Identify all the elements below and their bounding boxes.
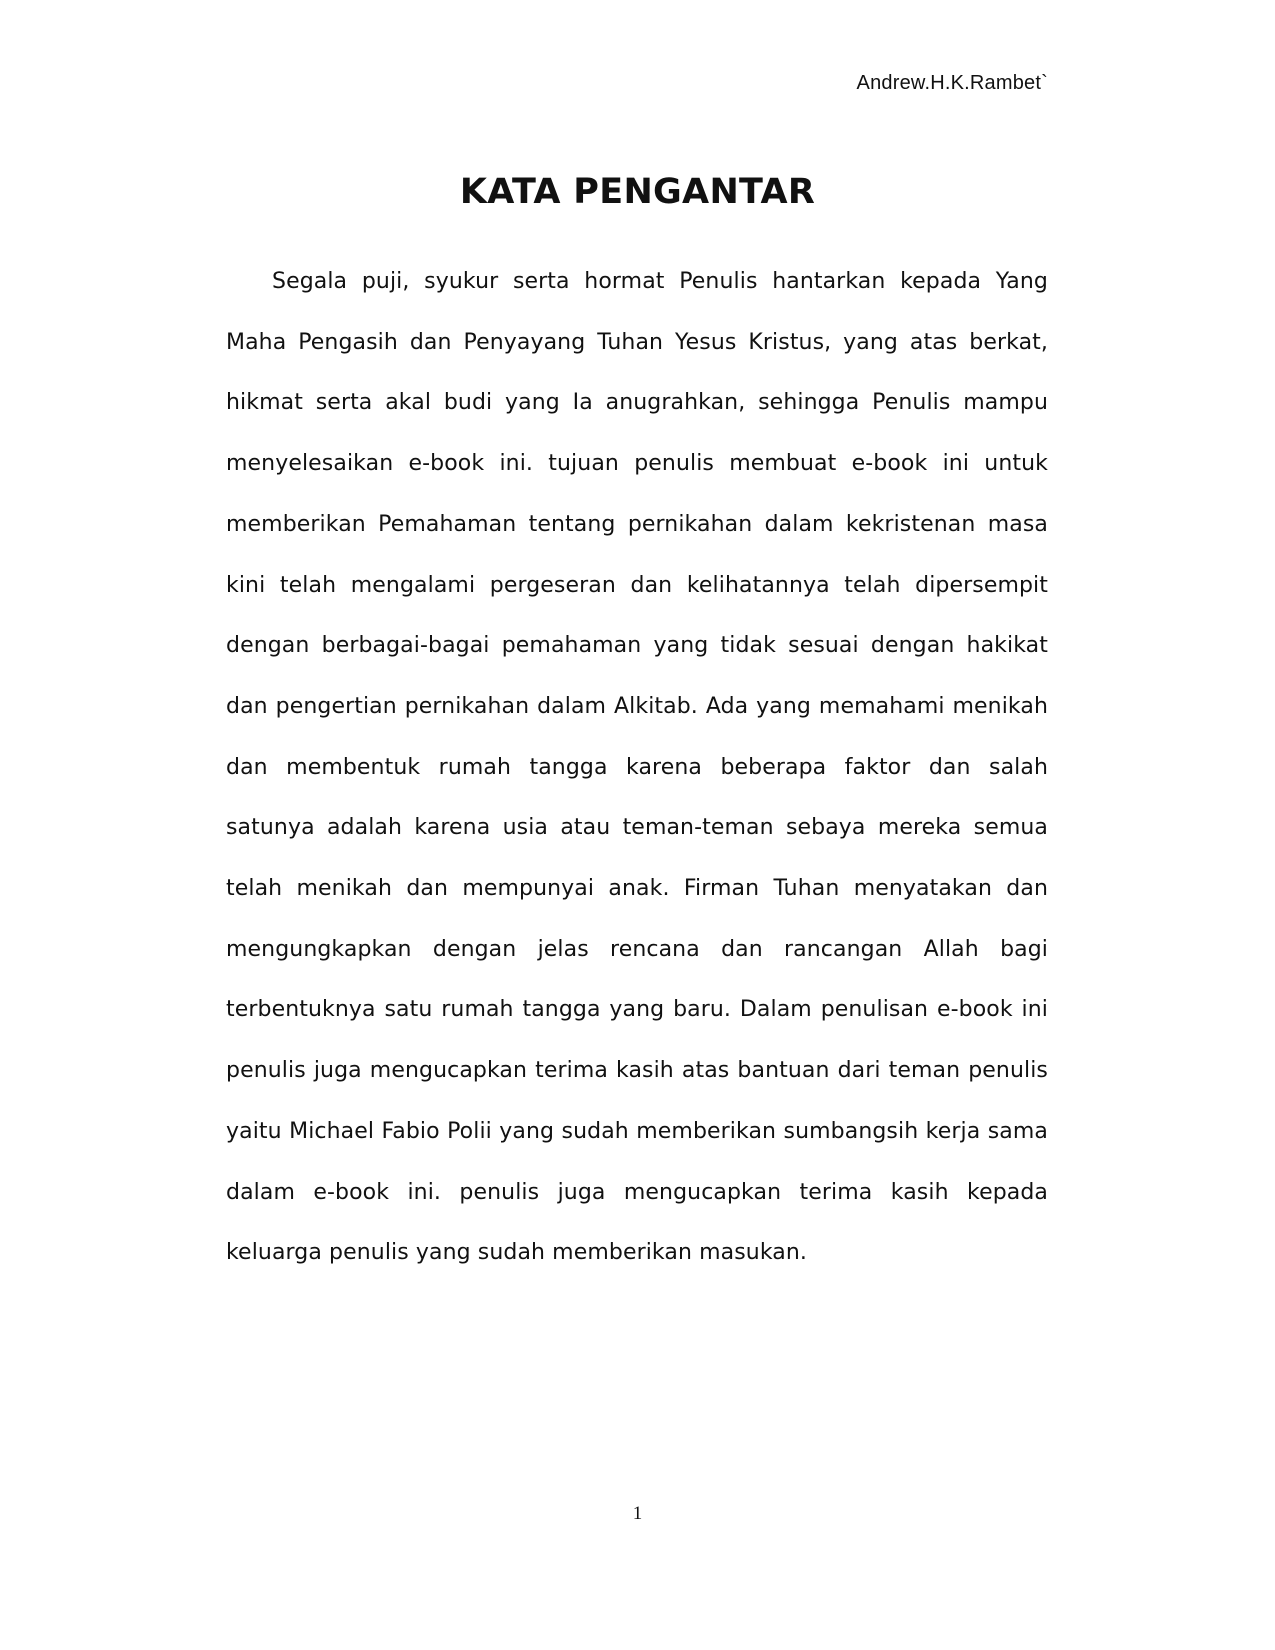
page-title: KATA PENGANTAR: [459, 172, 816, 212]
page-number: 1: [632, 1503, 643, 1524]
body-paragraph: Segala puji, syukur serta hormat Penulis hantarkan kepada Yang Maha Pengasih dan Penyayang Tuhan Yesus Kristus, yang atas berkat, hikmat serta akal budi yang Ia anugrahkan, sehingga Penulis mampu menyelesaikan e-book ini. tujuan penulis membuat e-book ini untuk memberikan Pemahaman tentang pernikahan dalam kekristenan masa kini telah mengalami pergeseran dan kelihatannya telah dipersempit dengan berbagai-bagai pemahaman yang tidak sesuai dengan hakikat dan pengertian pernikahan dalam Alkitab. Ada yang memahami menikah dan membentuk rumah tangga karena beberapa faktor dan salah satunya adalah karena usia atau teman-teman sebaya mereka semua telah menikah dan mempunyai anak. Firman Tuhan menyatakan dan mengungkapkan dengan jelas rencana dan rancangan Allah bagi terbentuknya satu rumah tangga yang baru. Dalam penulisan e-book ini penulis juga mengucapkan terima kasih atas bantuan dari teman penulis yaitu Michael Fabio Polii yang sudah memberikan sumbangsih kerja sama dalam e-book ini. penulis juga mengucapkan terima kasih kepada keluarga penulis yang sudah memberikan masukan.: [226, 269, 1048, 1266]
header-author: Andrew.H.K.Rambet`: [856, 72, 1048, 94]
